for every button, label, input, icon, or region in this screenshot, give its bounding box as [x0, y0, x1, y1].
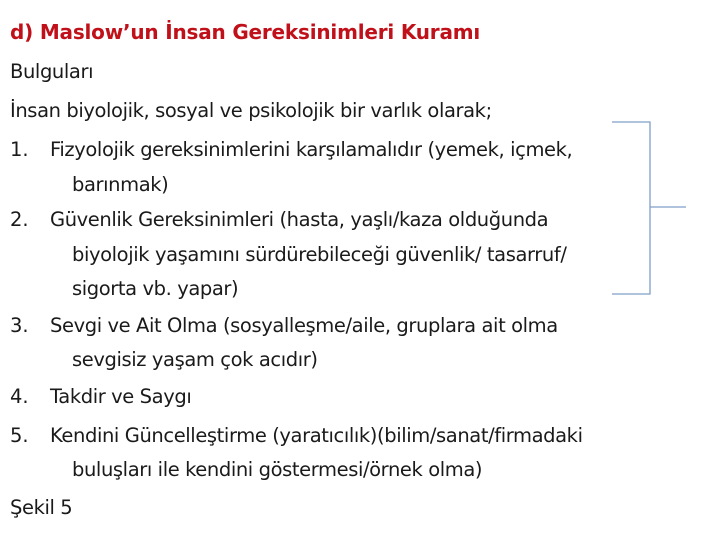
- list-item-text: Fizyolojik gereksinimlerini karşılamalıdır (yemek, içmek,: [50, 138, 573, 161]
- list-item-text-cont: barınmak): [72, 173, 169, 196]
- subtitle: Bulguları: [10, 60, 94, 83]
- list-item-number: 3.: [10, 314, 29, 337]
- slide-title: d) Maslow’un İnsan Gereksinimleri Kuramı: [10, 20, 481, 44]
- figure-caption: Şekil 5: [10, 496, 73, 519]
- list-item-number: 1.: [10, 138, 29, 161]
- list-item-number: 5.: [10, 424, 29, 447]
- list-item-number: 4.: [10, 385, 29, 408]
- list-item-number: 2.: [10, 208, 29, 231]
- list-item-text: Takdir ve Saygı: [50, 385, 192, 408]
- list-item-text: Sevgi ve Ait Olma (sosyalleşme/aile, gruplara ait olma: [50, 314, 558, 337]
- list-item-text-cont: biyolojik yaşamını sürdürebileceği güvenlik/ tasarruf/: [72, 243, 567, 266]
- list-item-text: Kendini Güncelleştirme (yaratıcılık)(bilim/sanat/firmadaki: [50, 424, 583, 447]
- list-item-text-cont: sigorta vb. yapar): [72, 277, 239, 300]
- list-item-text: Güvenlik Gereksinimleri (hasta, yaşlı/kaza olduğunda: [50, 208, 549, 231]
- intro-text: İnsan biyolojik, sosyal ve psikolojik bir varlık olarak;: [10, 99, 492, 122]
- list-item-text-cont: buluşları ile kendini göstermesi/örnek olma): [72, 458, 483, 481]
- list-item-text-cont: sevgisiz yaşam çok acıdır): [72, 348, 318, 371]
- bracket-line: [612, 122, 650, 294]
